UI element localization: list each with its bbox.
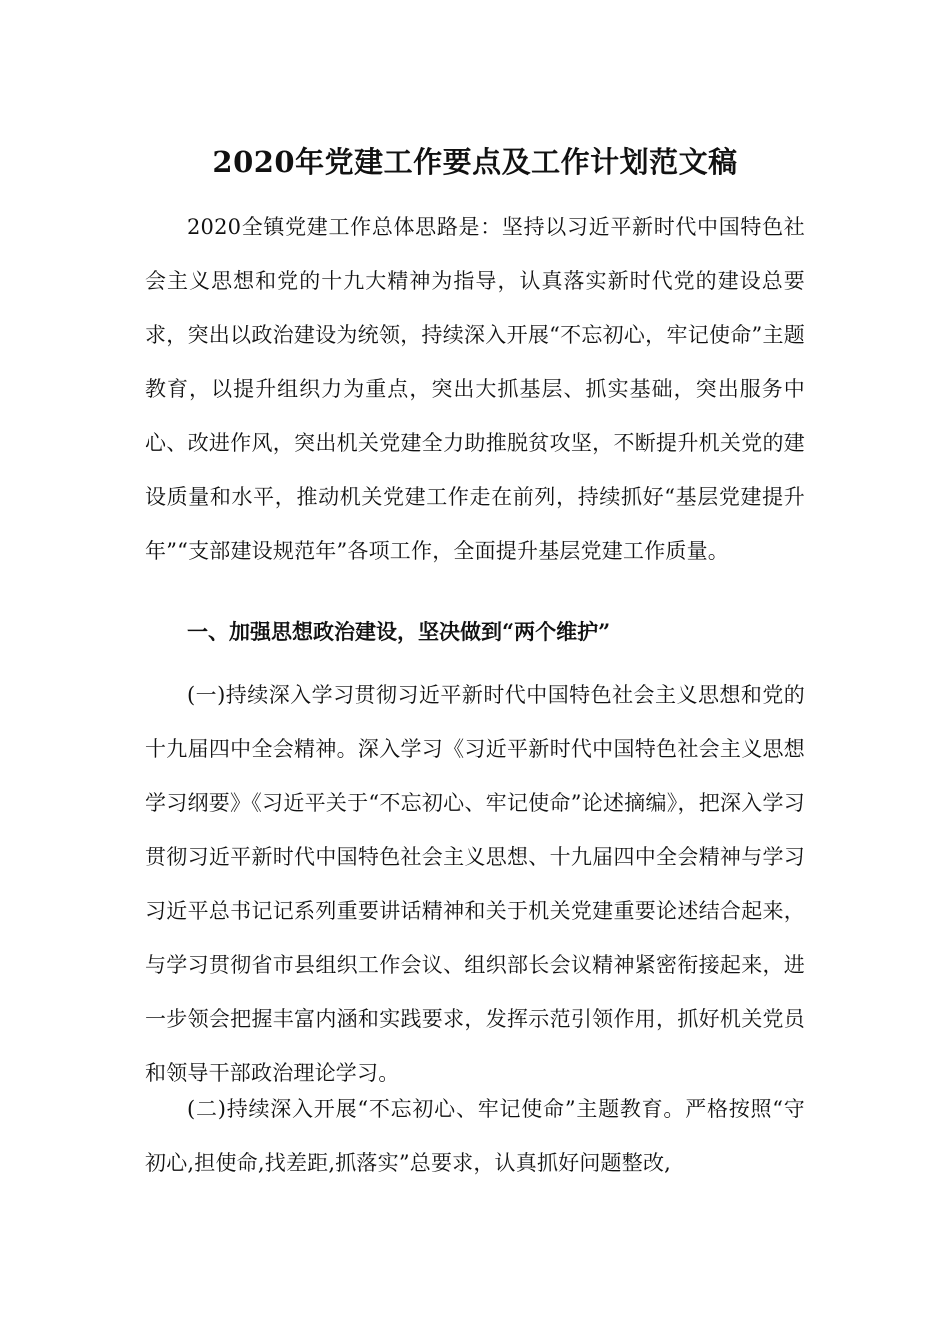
intro-paragraph: 2020全镇党建工作总体思路是：坚持以习近平新时代中国特色社会主义思想和党的十九大精神为指导，认真落实新时代党的建设总要求，突出以政治建设为统领，持续深入开展“不忘初心，牢记使命”主题教育，以提升组织力为重点，突出大抓基层、抓实基础，突出服务中心、改进作风，突出机关党建全力助推脱贫攻坚，不断提升机关党的建设质量和水平，推动机关党建工作走在前列，持续抓好“基层党建提升年”“支部建设规范年”各项工作，全面提升基层党建工作质量。 <box>145 215 805 563</box>
document-title: 2020年党建工作要点及工作计划范文稿 <box>212 145 738 179</box>
section-paragraph-2: (二)持续深入开展“不忘初心、牢记使命”主题教育。严格按照“守初心,担使命,找差距,抓落实”总要求，认真抓好问题整改, <box>145 1097 805 1175</box>
section-heading: 一、加强思想政治建设，坚决做到“两个维护” <box>187 619 611 644</box>
section-paragraph-1: (一)持续深入学习贯彻习近平新时代中国特色社会主义思想和党的十九届四中全会精神。深入学习《习近平新时代中国特色社会主义思想学习纲要》《习近平关于“不忘初心、牢记使命”论述摘编》，把深入学习贯彻习近平新时代中国特色社会主义思想、十九届四中全会精神与学习习近平总书记记系列重要讲话精神和关于机关党建重要论述结合起来，与学习贯彻省市县组织工作会议、组织部长会议精神紧密衔接起来，进一步领会把握丰富内涵和实践要求，发挥示范引领作用，抓好机关党员和领导干部政治理论学习。 <box>145 683 805 1085</box>
